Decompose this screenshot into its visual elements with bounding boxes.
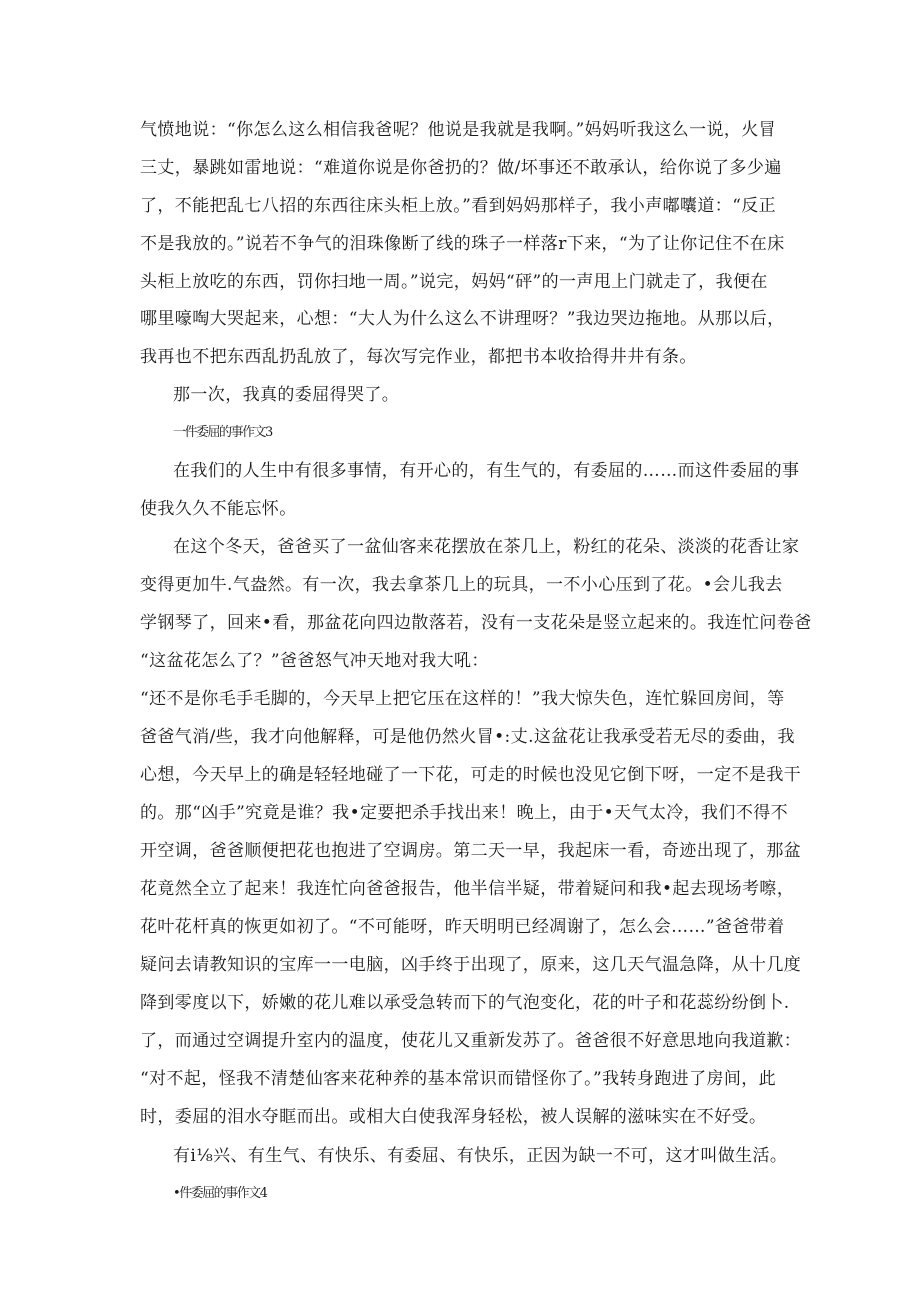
text-line: 三丈，暴跳如雷地说：“难道你说是你爸扔的？做/坏事还不敢承认，给你说了多少遍 [140, 158, 782, 178]
text-line: 那一次，我真的委屈得哭了。 [173, 385, 400, 405]
text-line: 疑问去请教知识的宝库一一电脑，凶手终于出现了，原来，这几天气温急降，从十几度 [140, 955, 802, 975]
text-line: 开空调，爸爸顺便把花也抱进了空调房。第二天一早，我起床一看，奇迹出现了，那盆 [140, 841, 802, 861]
section-heading: •件委屈的事作文4 [173, 1186, 267, 1201]
text-line: 气愤地说：“你怎么这么相信我爸呢？他说是我就是我啊。”妈妈听我这么一说，火冒 [140, 120, 777, 140]
text-line: 时，委屈的泪水夺眶而出。或相大白使我浑身轻松，被人误解的滋味实在不好受。 [140, 1107, 767, 1127]
text-line: 爸爸气消/些，我才向他解释，可是他仍然火冒•:丈.这盆花让我承受若无尽的委曲，我 [140, 727, 795, 747]
text-line: 变得更加牛.气盎然。有一次，我去拿茶几上的玩具，一不小心压到了花。•会儿我去 [140, 575, 783, 595]
text-line: 花叶花杆真的恢更如初了。“不可能呀，昨天明明已经凋谢了，怎么会……”爸爸带着 [140, 917, 785, 937]
text-line: 使我久久不能忘怀。 [140, 499, 297, 519]
text-line: 了，而通过空调提升室内的温度，使花儿又重新发苏了。爸爸很不好意思地向我道歉： [140, 1031, 802, 1051]
text-line: 花竟然全立了起来！我连忙向爸爸报告，他半信半疑，带着疑问和我•起去现场考嚓， [140, 879, 795, 899]
text-line: 有i⅛兴、有生气、有快乐、有委屈、有快乐，正因为缺一不可，这才叫做生活。 [173, 1146, 788, 1166]
text-line: 了，不能把乱七八招的东西往床头柜上放。”看到妈妈那样子，我小声嘟囔道：“反正 [140, 196, 777, 216]
text-line: 在这个冬天，爸爸买了一盆仙客来花摆放在茶几上，粉红的花朵、淡淡的花香让家 [173, 537, 800, 557]
text-line: 哪里嚎啕大哭起来，心想：“大人为什么这么不讲理呀？”我边哭边拖地。从那以后， [140, 309, 785, 329]
text-line: 不是我放的。”说若不争气的泪珠像断了线的珠子一样落r下来，“为了让你记住不在床 [140, 234, 785, 254]
text-line: “对不起，怪我不清楚仙客来花种养的基本常识而错怪你了。”我转身跑进了房间，此 [140, 1069, 777, 1089]
text-line: 我再也不把东西乱扔乱放了，每次写完作业，都把书本收拾得井井有条。 [140, 347, 697, 367]
text-line: 头柜上放吃的东西，罚你扫地一周。”说完，妈妈“砰”的一声甩上门就走了，我便在 [140, 272, 768, 292]
text-line: 学钢琴了，回来•看，那盆花向四边散落若，没有一支花朵是竖立起来的。我连忙问卷爸 [140, 613, 812, 633]
section-heading: 一件委屈的事作文3 [173, 425, 272, 440]
text-line: 降到零度以下，娇嫩的花儿难以承受急转而下的气泡变化，花的叶子和花蕊纷纷倒卜. [140, 993, 790, 1013]
text-line: “这盆花怎么了？”爸爸怒气冲天地对我大吼： [140, 651, 489, 671]
text-line: 的。那“凶手”究竟是谁？我•定要把杀手找出来！晚上，由于•天气太冷，我们不得不 [140, 803, 789, 823]
text-line: 心想，今天早上的确是轻轻地碰了一下花，可走的时候也没见它倒下呀，一定不是我干 [140, 765, 802, 785]
text-line: 在我们的人生中有很多事情，有开心的，有生气的，有委屈的……而这件委屈的事 [173, 461, 800, 481]
text-line: “还不是你毛手毛脚的，今天早上把它压在这样的！”我大惊失色，连忙躲回房间，等 [140, 689, 785, 709]
